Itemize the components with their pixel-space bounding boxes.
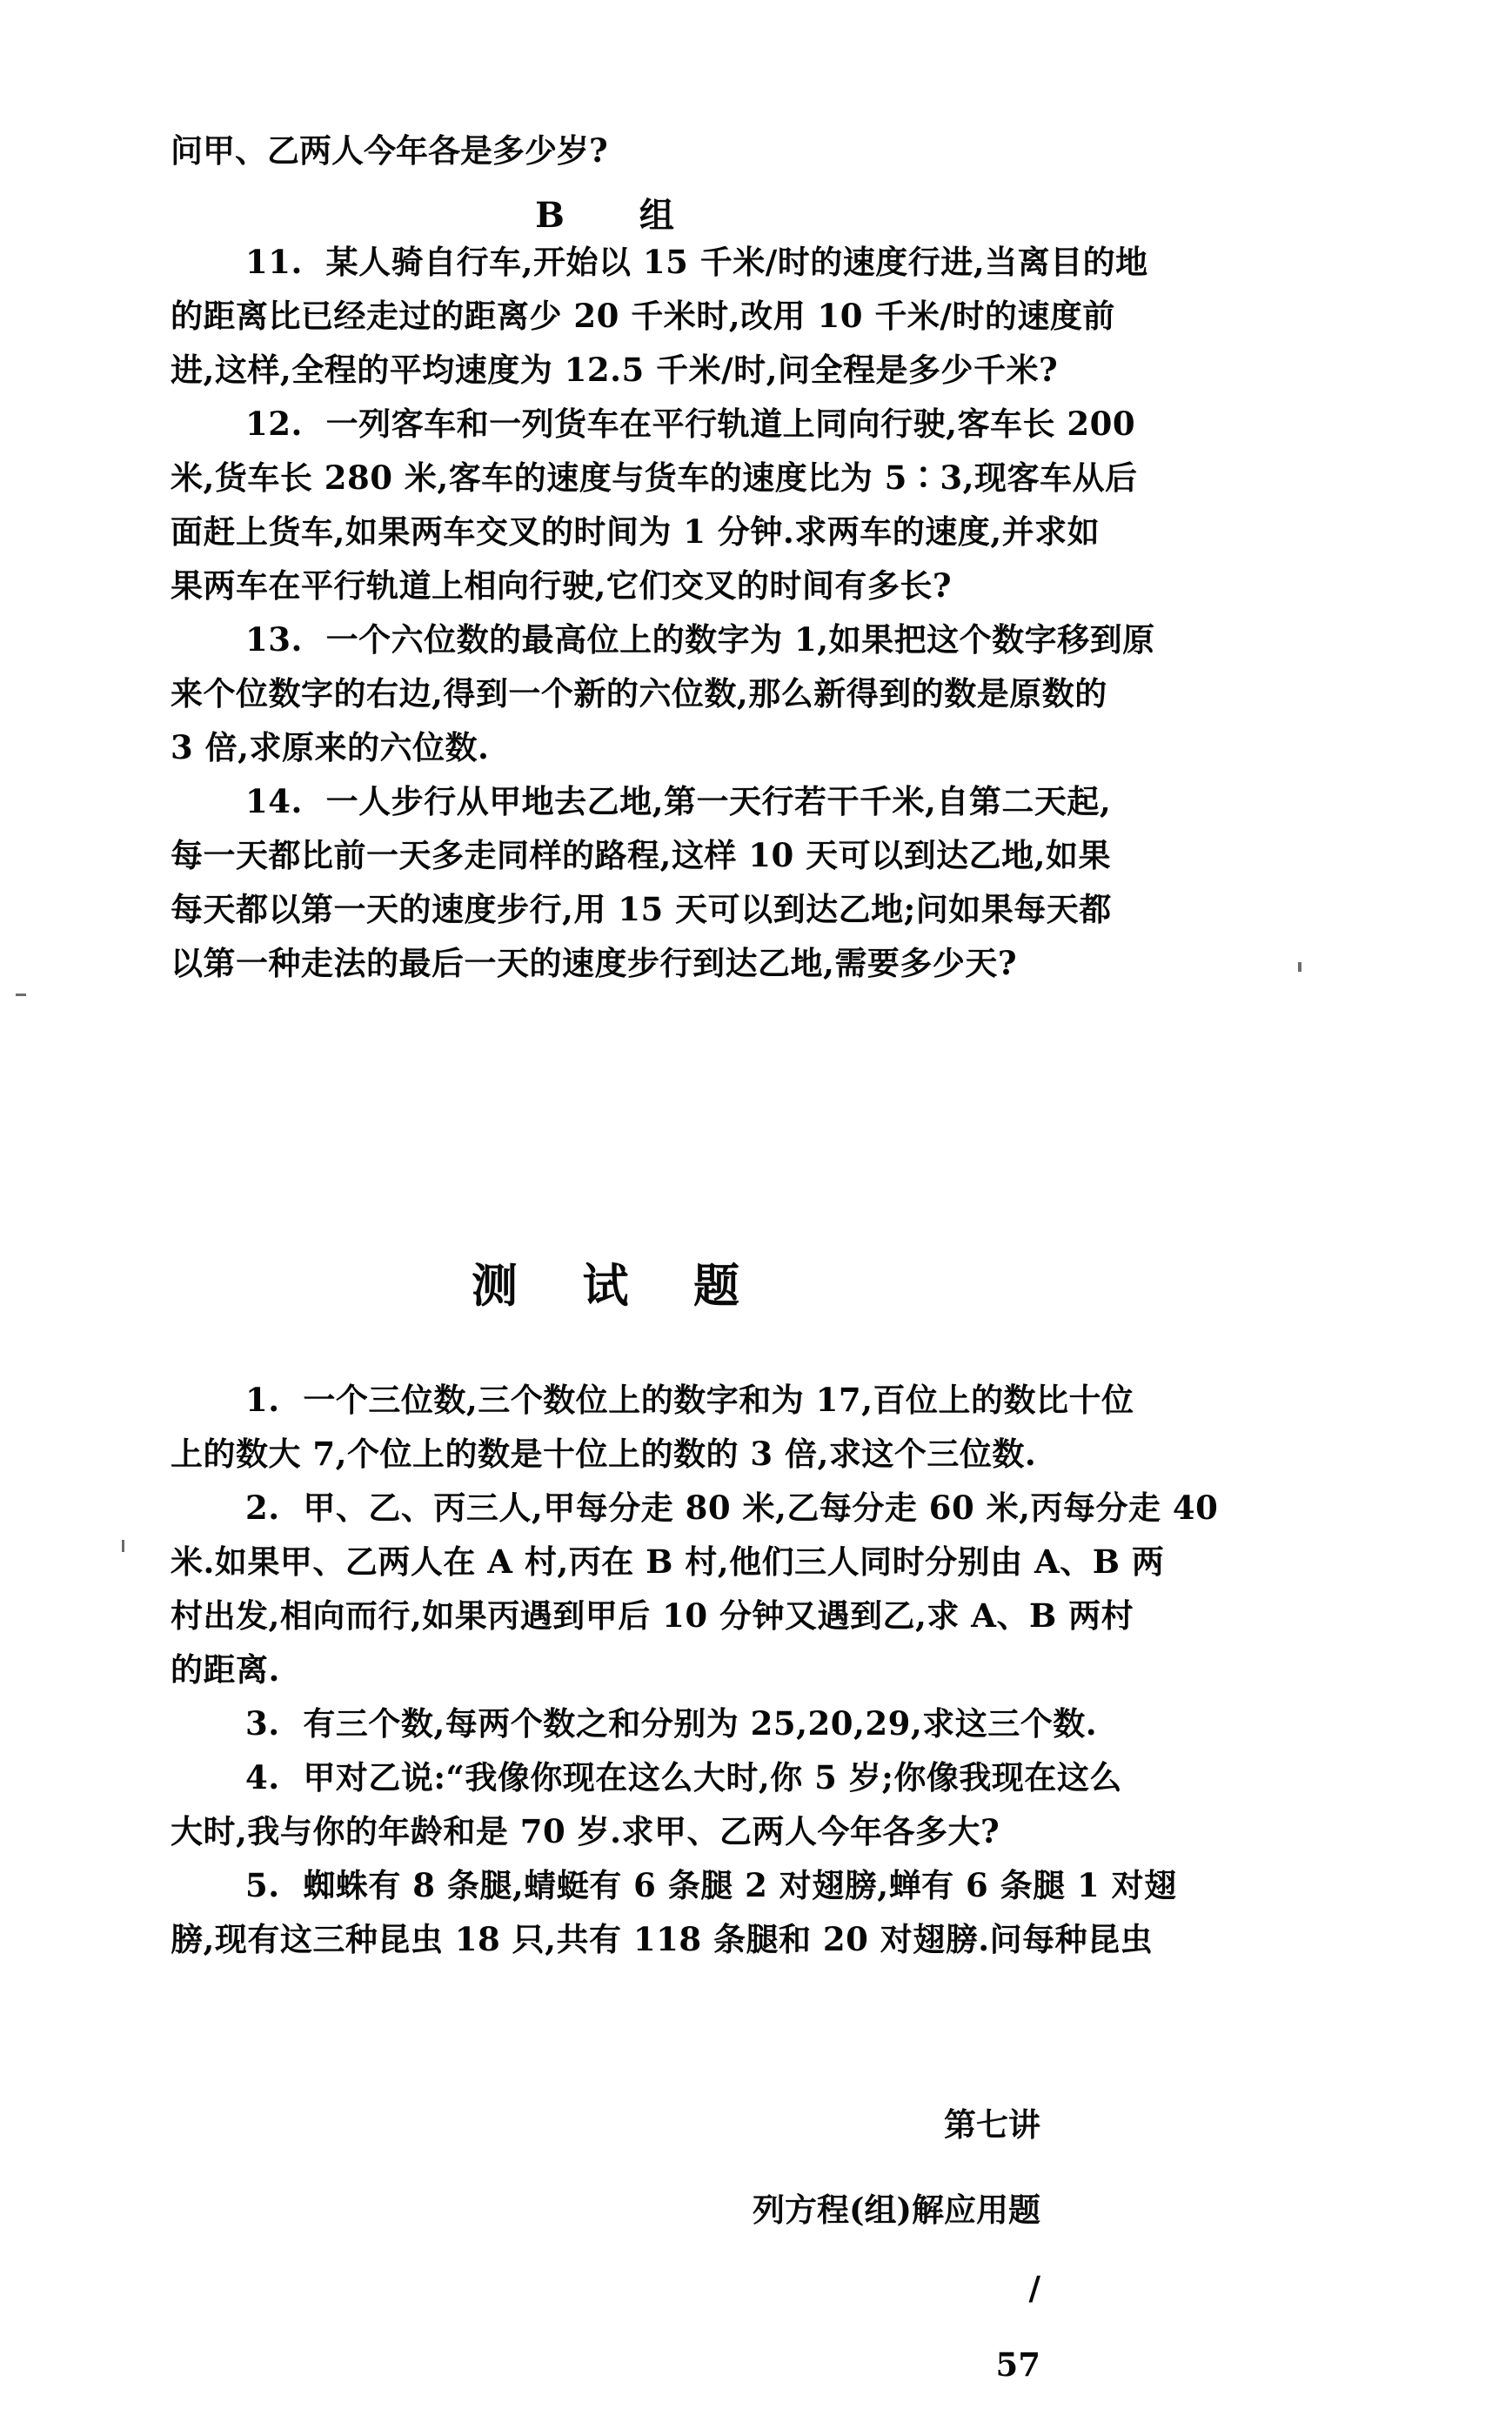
problem-line: 面赶上货车,如果两车交叉的时间为 1 分钟.求两车的速度,并求如 [171, 512, 1101, 551]
footer-slash: / [1028, 2269, 1040, 2307]
problem-item [171, 1373, 1134, 1481]
problem-line: 上的数大 7,个位上的数是十位上的数的 3 倍,求这个三位数. [171, 1435, 1037, 1473]
section-heading-letter: B [535, 195, 566, 236]
problem-line: 村出发,相向而行,如果丙遇到甲后 10 分钟又遇到乙,求 A、B 两村 [171, 1596, 1134, 1635]
problem-item [171, 1858, 1177, 1966]
problem-item [171, 1750, 1122, 1858]
problem-item [171, 1696, 1098, 1750]
problem-line: 来个位数字的右边,得到一个新的六位数,那么新得到的数是原数的 [171, 674, 1107, 713]
section-heading-test-questions [171, 1249, 1040, 1315]
problem-line: 3. 有三个数,每两个数之和分别为 25,20,29,求这三个数. [245, 1704, 1098, 1743]
problem-item [171, 1481, 1219, 1696]
section-heading-word: 组 [639, 195, 676, 236]
scan-speck [122, 1540, 124, 1552]
footer-title: 列方程(组)解应用题 [752, 2191, 1040, 2229]
problem-line: 2. 甲、乙、丙三人,甲每分走 80 米,乙每分走 60 米,丙每分走 40 [245, 1489, 1219, 1527]
test-problem-list [171, 1373, 1219, 1966]
problem-line: 米.如果甲、乙两人在 A 村,丙在 B 村,他们三人同时分别由 A、B 两 [171, 1542, 1165, 1581]
problem-line: 米,货车长 280 米,客车的速度与货车的速度比为 5∶3,现客车从后 [171, 458, 1138, 497]
problem-item [171, 774, 1112, 990]
scan-speck [16, 994, 26, 996]
problem-line: 12. 一列客车和一列货车在平行轨道上同向行驶,客车长 200 [245, 405, 1136, 443]
page-number: 57 [995, 2345, 1040, 2384]
problem-item [171, 235, 1148, 397]
problem-line: 的距离. [171, 1650, 280, 1689]
problem-line: 5. 蜘蛛有 8 条腿,蜻蜓有 6 条腿 2 对翅膀,蝉有 6 条腿 1 对翅 [245, 1866, 1177, 1904]
continued-question-line: 问甲、乙两人今年各是多少岁? [171, 131, 608, 170]
problem-line: 4. 甲对乙说:“我像你现在这么大时,你 5 岁;你像我现在这么 [245, 1758, 1122, 1796]
footer-chapter: 第七讲 [944, 2105, 1040, 2144]
problem-line: 每天都以第一天的速度步行,用 15 天可以到达乙地;问如果每天都 [171, 890, 1112, 928]
group-b-problem-list [171, 235, 1155, 990]
problem-item [171, 612, 1155, 774]
page-content [171, 0, 1362, 2384]
section-heading-group-b [171, 188, 1040, 238]
page-footer [171, 2060, 1040, 2422]
problem-line: 每一天都比前一天多走同样的路程,这样 10 天可以到达乙地,如果 [171, 836, 1112, 874]
problem-line: 1. 一个三位数,三个数位上的数字和为 17,百位上的数比十位 [245, 1381, 1134, 1419]
problem-line: 以第一种走法的最后一天的速度步行到达乙地,需要多少天? [171, 944, 1018, 982]
problem-line: 大时,我与你的年龄和是 70 岁.求甲、乙两人今年各多大? [171, 1812, 1000, 1850]
problem-line: 果两车在平行轨道上相向行驶,它们交叉的时间有多长? [171, 566, 953, 605]
problem-item [171, 397, 1138, 612]
problem-line: 11. 某人骑自行车,开始以 15 千米/时的速度行进,当离目的地 [245, 243, 1148, 281]
problem-line: 膀,现有这三种昆虫 18 只,共有 118 条腿和 20 对翅膀.问每种昆虫 [171, 1920, 1154, 1958]
heading-char: 题 [692, 1259, 739, 1313]
problem-line: 的距离比已经走过的距离少 20 千米时,改用 10 千米/时的速度前 [171, 297, 1115, 335]
problem-line: 13. 一个六位数的最高位上的数字为 1,如果把这个数字移到原 [245, 620, 1155, 659]
problem-line: 3 倍,求原来的六位数. [171, 728, 490, 766]
heading-char: 试 [582, 1259, 629, 1313]
problem-line: 进,这样,全程的平均速度为 12.5 千米/时,问全程是多少千米? [171, 351, 1059, 389]
problem-line: 14. 一人步行从甲地去乙地,第一天行若干千米,自第二天起, [245, 782, 1112, 820]
heading-char: 测 [472, 1259, 518, 1313]
